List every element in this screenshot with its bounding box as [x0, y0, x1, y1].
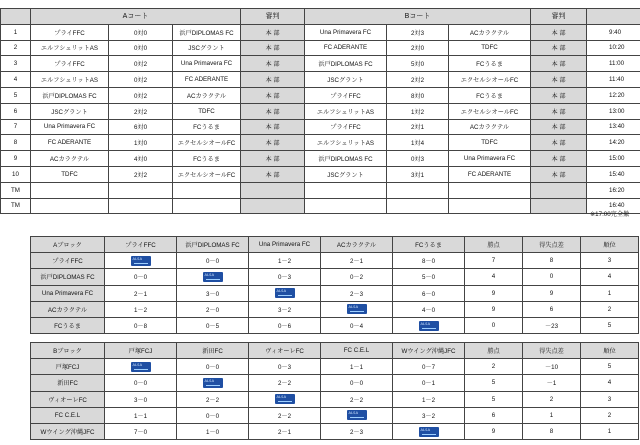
match-result-cell: 1－0 [177, 423, 249, 439]
block-title: Aブロック [31, 237, 105, 253]
schedule-b-away: Una Primavera FC [449, 151, 531, 167]
block-a-standings-table [30, 236, 639, 334]
match-result-cell: 0－0 [177, 253, 249, 269]
match-result-cell: 2－2 [249, 407, 321, 423]
schedule-a-home: プライFFC [31, 24, 109, 40]
team-row-header: FC C.E.L [31, 407, 105, 423]
self-match-cell [321, 301, 393, 317]
schedule-a-home: Una Primavera FC [31, 119, 109, 135]
schedule-b-home: FC ADERANTE [305, 40, 387, 56]
stat-cell: 4 [581, 269, 639, 285]
league-logo-icon: ALSA [131, 362, 151, 372]
league-logo-icon: ALSA [203, 378, 223, 388]
team-row-header: ACカラクテル [31, 301, 105, 317]
match-result-cell: 5－0 [393, 269, 465, 285]
schedule-time: 16:40 [587, 198, 640, 214]
schedule-row [1, 87, 640, 103]
self-match-cell [249, 391, 321, 407]
schedule-time: 14:20 [587, 135, 640, 151]
block-a-header-row [31, 237, 639, 253]
stat-column-header: 勝点 [465, 237, 523, 253]
schedule-time: 11:00 [587, 56, 640, 72]
schedule-row [1, 40, 640, 56]
schedule-time: 13:40 [587, 119, 640, 135]
team-column-header: プライFFC [105, 237, 177, 253]
team-column-header: ACカラクテル [321, 237, 393, 253]
stat-cell: 4 [581, 375, 639, 391]
match-result-cell: 2－2 [249, 375, 321, 391]
schedule-a-ref: 本 部 [241, 119, 305, 135]
schedule-a-ref: 本 部 [241, 24, 305, 40]
schedule-row [1, 198, 640, 214]
schedule-time: 12:20 [587, 87, 640, 103]
match-result-cell: 3－2 [249, 301, 321, 317]
stat-cell: 9 [465, 285, 523, 301]
match-result-cell: 2－1 [321, 253, 393, 269]
team-column-header: FCうるま [393, 237, 465, 253]
schedule-header-row [1, 9, 640, 25]
match-result-cell: 1－1 [105, 407, 177, 423]
team-column-header: Wウイング沖縄JFC [393, 343, 465, 359]
schedule-time: 11:40 [587, 72, 640, 88]
header-court-a: Aコート [31, 9, 241, 25]
schedule-a-home: 浜戸DIPLOMAS FC [31, 87, 109, 103]
match-result-cell: 0－2 [321, 269, 393, 285]
schedule-b-score [387, 198, 449, 214]
stat-column-header: 順位 [581, 343, 639, 359]
stat-cell: 8 [523, 423, 581, 439]
match-result-cell: 6－0 [393, 285, 465, 301]
schedule-b-ref: 本 部 [531, 56, 587, 72]
schedule-b-score: 0対3 [387, 151, 449, 167]
match-result-cell: 0－0 [321, 375, 393, 391]
schedule-a-away: ACカラクテル [173, 87, 241, 103]
schedule-no: 1 [1, 24, 31, 40]
schedule-b-home: プライFFC [305, 87, 387, 103]
team-row-header: 浜戸DIPLOMAS FC [31, 269, 105, 285]
schedule-a-ref [241, 182, 305, 198]
schedule-row [1, 103, 640, 119]
schedule-b-away: エクセルシオールFC [449, 103, 531, 119]
schedule-b-ref: 本 部 [531, 103, 587, 119]
stat-column-header: 得失点差 [523, 237, 581, 253]
schedule-b-ref: 本 部 [531, 135, 587, 151]
schedule-row [1, 135, 640, 151]
match-result-cell: 3－0 [177, 285, 249, 301]
stat-cell: －23 [523, 317, 581, 333]
stat-cell: －10 [523, 359, 581, 375]
schedule-a-home: プライFFC [31, 56, 109, 72]
schedule-b-ref: 本 部 [531, 119, 587, 135]
schedule-b-ref: 本 部 [531, 166, 587, 182]
stat-cell: 2 [523, 391, 581, 407]
schedule-time: 9:40 [587, 24, 640, 40]
stat-cell: 6 [465, 407, 523, 423]
schedule-a-score: 0対2 [109, 72, 173, 88]
schedule-b-home: Una Primavera FC [305, 24, 387, 40]
schedule-a-home: JSCグラント [31, 103, 109, 119]
match-result-cell: 8－0 [393, 253, 465, 269]
schedule-a-score: 0対2 [109, 56, 173, 72]
match-result-cell: 0－7 [393, 359, 465, 375]
schedule-b-score: 2対0 [387, 40, 449, 56]
stat-cell: 1 [523, 407, 581, 423]
schedule-b-away [449, 198, 531, 214]
match-result-cell: 0－1 [393, 375, 465, 391]
schedule-b-ref: 本 部 [531, 72, 587, 88]
schedule-a-away: Una Primavera FC [173, 56, 241, 72]
stat-cell: 6 [523, 301, 581, 317]
schedule-b-ref [531, 182, 587, 198]
schedule-b-score: 8対0 [387, 87, 449, 103]
schedule-no: 5 [1, 87, 31, 103]
schedule-b-score: 5対0 [387, 56, 449, 72]
standings-row [31, 407, 639, 423]
stat-cell: 8 [523, 253, 581, 269]
schedule-b-home: 浜戸DIPLOMAS FC [305, 56, 387, 72]
closing-note: ※17:00完全撤 [590, 211, 630, 218]
stat-cell: 5 [581, 359, 639, 375]
stat-column-header: 勝点 [465, 343, 523, 359]
team-column-header: ヴィオーレFC [249, 343, 321, 359]
match-result-cell: 1－2 [105, 301, 177, 317]
match-result-cell: 0－5 [177, 317, 249, 333]
schedule-time: 15:00 [587, 151, 640, 167]
league-logo-icon: ALSA [131, 256, 151, 266]
schedule-a-score: 2対2 [109, 166, 173, 182]
match-result-cell: 2－3 [321, 285, 393, 301]
schedule-a-ref: 本 部 [241, 135, 305, 151]
schedule-b-home: JSCグラント [305, 72, 387, 88]
schedule-a-home [31, 198, 109, 214]
standings-row [31, 359, 639, 375]
schedule-row [1, 72, 640, 88]
team-row-header: FCうるま [31, 317, 105, 333]
schedule-a-ref: 本 部 [241, 56, 305, 72]
self-match-cell [393, 317, 465, 333]
schedule-b-away: FC ADERANTE [449, 166, 531, 182]
stat-cell: 7 [465, 253, 523, 269]
schedule-a-away [173, 198, 241, 214]
self-match-cell [393, 423, 465, 439]
schedule-b-score [387, 182, 449, 198]
match-result-cell: 2－1 [105, 285, 177, 301]
schedule-a-score: 0対0 [109, 24, 173, 40]
schedule-a-ref [241, 198, 305, 214]
league-logo-icon: ALSA [203, 272, 223, 282]
match-result-cell: 1－2 [393, 391, 465, 407]
league-logo-icon: ALSA [347, 410, 367, 420]
standings-row [31, 269, 639, 285]
match-result-cell: 4－0 [393, 301, 465, 317]
stat-cell: 1 [581, 423, 639, 439]
schedule-b-ref: 本 部 [531, 24, 587, 40]
schedule-a-home: エルフシュリットAS [31, 72, 109, 88]
schedule-no: TM [1, 198, 31, 214]
schedule-no: 10 [1, 166, 31, 182]
schedule-b-home [305, 182, 387, 198]
standings-row [31, 285, 639, 301]
stat-cell: －1 [523, 375, 581, 391]
league-logo-icon: ALSA [275, 288, 295, 298]
schedule-a-away: FCうるま [173, 151, 241, 167]
schedule-b-away: TDFC [449, 135, 531, 151]
match-result-cell: 0－0 [177, 359, 249, 375]
match-result-cell: 7－0 [105, 423, 177, 439]
schedule-no: 6 [1, 103, 31, 119]
match-result-cell: 0－0 [105, 375, 177, 391]
schedule-a-ref: 本 部 [241, 151, 305, 167]
stat-cell: 2 [581, 301, 639, 317]
header-no [1, 9, 31, 25]
schedule-a-home: FC ADERANTE [31, 135, 109, 151]
schedule-b-ref: 本 部 [531, 151, 587, 167]
match-result-cell: 0－6 [249, 317, 321, 333]
team-row-header: Wウイング沖縄JFC [31, 423, 105, 439]
schedule-a-away [173, 182, 241, 198]
standings-row [31, 301, 639, 317]
schedule-a-home: エルフシュリットAS [31, 40, 109, 56]
team-row-header: 戸塚FCJ [31, 359, 105, 375]
match-result-cell: 3－0 [105, 391, 177, 407]
self-match-cell [177, 375, 249, 391]
schedule-b-away: TDFC [449, 40, 531, 56]
match-result-cell: 1－1 [321, 359, 393, 375]
match-result-cell: 3－2 [393, 407, 465, 423]
schedule-b-away: FCうるま [449, 87, 531, 103]
schedule-row [1, 151, 640, 167]
standings-row [31, 391, 639, 407]
stat-cell: 5 [465, 375, 523, 391]
schedule-a-home: TDFC [31, 166, 109, 182]
schedule-a-ref: 本 部 [241, 87, 305, 103]
schedule-a-away: エクセルシオールFC [173, 166, 241, 182]
schedule-a-score [109, 182, 173, 198]
schedule-a-home [31, 182, 109, 198]
stat-cell: 9 [465, 301, 523, 317]
header-referee-a: 審判 [241, 9, 305, 25]
schedule-b-away: ACカラクテル [449, 24, 531, 40]
schedule-a-away: エクセルシオールFC [173, 135, 241, 151]
schedule-row [1, 182, 640, 198]
league-logo-icon: ALSA [275, 394, 295, 404]
team-row-header: Una Primavera FC [31, 285, 105, 301]
team-column-header: 新田FC [177, 343, 249, 359]
match-result-cell: 1－2 [249, 253, 321, 269]
schedule-time: 15:40 [587, 166, 640, 182]
standings-row [31, 423, 639, 439]
match-result-cell: 2－0 [177, 301, 249, 317]
schedule-b-home [305, 198, 387, 214]
team-column-header: 戸塚FCJ [105, 343, 177, 359]
stat-cell: 0 [523, 269, 581, 285]
schedule-time: 16:20 [587, 182, 640, 198]
schedule-a-ref: 本 部 [241, 72, 305, 88]
header-referee-b: 審判 [531, 9, 587, 25]
schedule-b-away: エクセルシオールFC [449, 72, 531, 88]
schedule-no: 7 [1, 119, 31, 135]
self-match-cell [105, 359, 177, 375]
league-logo-icon: ALSA [419, 427, 439, 437]
schedule-b-home: 浜戸DIPLOMAS FC [305, 151, 387, 167]
stat-cell: 4 [465, 269, 523, 285]
team-row-header: プライFFC [31, 253, 105, 269]
team-row-header: 新田FC [31, 375, 105, 391]
league-logo-icon: ALSA [419, 321, 439, 331]
schedule-b-home: JSCグラント [305, 166, 387, 182]
match-result-cell: 0－4 [321, 317, 393, 333]
match-result-cell: 2－2 [321, 391, 393, 407]
schedule-a-away: FC ADERANTE [173, 72, 241, 88]
schedule-a-away: 浜戸DIPLOMAS FC [173, 24, 241, 40]
league-logo-icon: ALSA [347, 304, 367, 314]
schedule-b-score: 1対2 [387, 103, 449, 119]
schedule-a-score: 0対0 [109, 40, 173, 56]
schedule-no: 8 [1, 135, 31, 151]
schedule-a-away: FCうるま [173, 119, 241, 135]
stat-cell: 9 [465, 423, 523, 439]
schedule-b-home: エルフシュリットAS [305, 135, 387, 151]
stat-cell: 0 [465, 317, 523, 333]
schedule-b-away: ACカラクテル [449, 119, 531, 135]
schedule-a-score: 4対0 [109, 151, 173, 167]
schedule-b-away: FCうるま [449, 56, 531, 72]
schedule-b-score: 1対4 [387, 135, 449, 151]
schedule-a-score [109, 198, 173, 214]
schedule-a-score: 1対0 [109, 135, 173, 151]
match-result-cell: 0－3 [249, 269, 321, 285]
self-match-cell [249, 285, 321, 301]
schedule-a-away: TDFC [173, 103, 241, 119]
stat-cell: 5 [581, 317, 639, 333]
match-schedule-table [0, 8, 640, 214]
team-column-header: FC C.E.L [321, 343, 393, 359]
match-result-cell: 2－2 [177, 391, 249, 407]
schedule-a-ref: 本 部 [241, 103, 305, 119]
schedule-time: 13:00 [587, 103, 640, 119]
schedule-a-ref: 本 部 [241, 40, 305, 56]
self-match-cell [177, 269, 249, 285]
header-time [587, 9, 640, 25]
schedule-a-ref: 本 部 [241, 166, 305, 182]
match-result-cell: 0－0 [105, 269, 177, 285]
match-result-cell: 2－1 [249, 423, 321, 439]
stat-cell: 5 [465, 391, 523, 407]
schedule-time: 10:20 [587, 40, 640, 56]
schedule-no: 2 [1, 40, 31, 56]
stat-cell: 2 [581, 407, 639, 423]
match-result-cell: 0－8 [105, 317, 177, 333]
schedule-a-home: ACカラクテル [31, 151, 109, 167]
schedule-no: 3 [1, 56, 31, 72]
schedule-row [1, 24, 640, 40]
schedule-b-ref: 本 部 [531, 87, 587, 103]
schedule-a-score: 0対2 [109, 87, 173, 103]
stat-cell: 3 [581, 391, 639, 407]
schedule-no: 9 [1, 151, 31, 167]
schedule-b-away [449, 182, 531, 198]
schedule-b-score: 2対1 [387, 119, 449, 135]
stat-cell: 3 [581, 253, 639, 269]
header-court-b: Bコート [305, 9, 531, 25]
standings-row [31, 317, 639, 333]
self-match-cell [321, 407, 393, 423]
stat-cell: 9 [523, 285, 581, 301]
block-title: Bブロック [31, 343, 105, 359]
schedule-b-home: プライFFC [305, 119, 387, 135]
schedule-a-score: 2対2 [109, 103, 173, 119]
stat-column-header: 順位 [581, 237, 639, 253]
schedule-no: TM [1, 182, 31, 198]
match-result-cell: 0－3 [249, 359, 321, 375]
match-result-cell: 0－0 [177, 407, 249, 423]
self-match-cell [105, 253, 177, 269]
schedule-b-ref [531, 198, 587, 214]
stat-cell: 2 [465, 359, 523, 375]
team-column-header: Una Primavera FC [249, 237, 321, 253]
schedule-b-score: 2対2 [387, 72, 449, 88]
match-result-cell: 2－3 [321, 423, 393, 439]
block-b-header-row [31, 343, 639, 359]
schedule-row [1, 166, 640, 182]
schedule-b-score: 2対3 [387, 24, 449, 40]
schedule-a-away: JSCグラント [173, 40, 241, 56]
block-b-standings-table [30, 342, 639, 440]
standings-row [31, 253, 639, 269]
standings-row [31, 375, 639, 391]
schedule-a-score: 6対0 [109, 119, 173, 135]
schedule-b-ref: 本 部 [531, 40, 587, 56]
schedule-no: 4 [1, 72, 31, 88]
team-row-header: ヴィオーレFC [31, 391, 105, 407]
schedule-row [1, 119, 640, 135]
team-column-header: 浜戸DIPLOMAS FC [177, 237, 249, 253]
stat-column-header: 得失点差 [523, 343, 581, 359]
schedule-b-home: エルフシュリットAS [305, 103, 387, 119]
schedule-row [1, 56, 640, 72]
schedule-b-score: 3対1 [387, 166, 449, 182]
stat-cell: 1 [581, 285, 639, 301]
